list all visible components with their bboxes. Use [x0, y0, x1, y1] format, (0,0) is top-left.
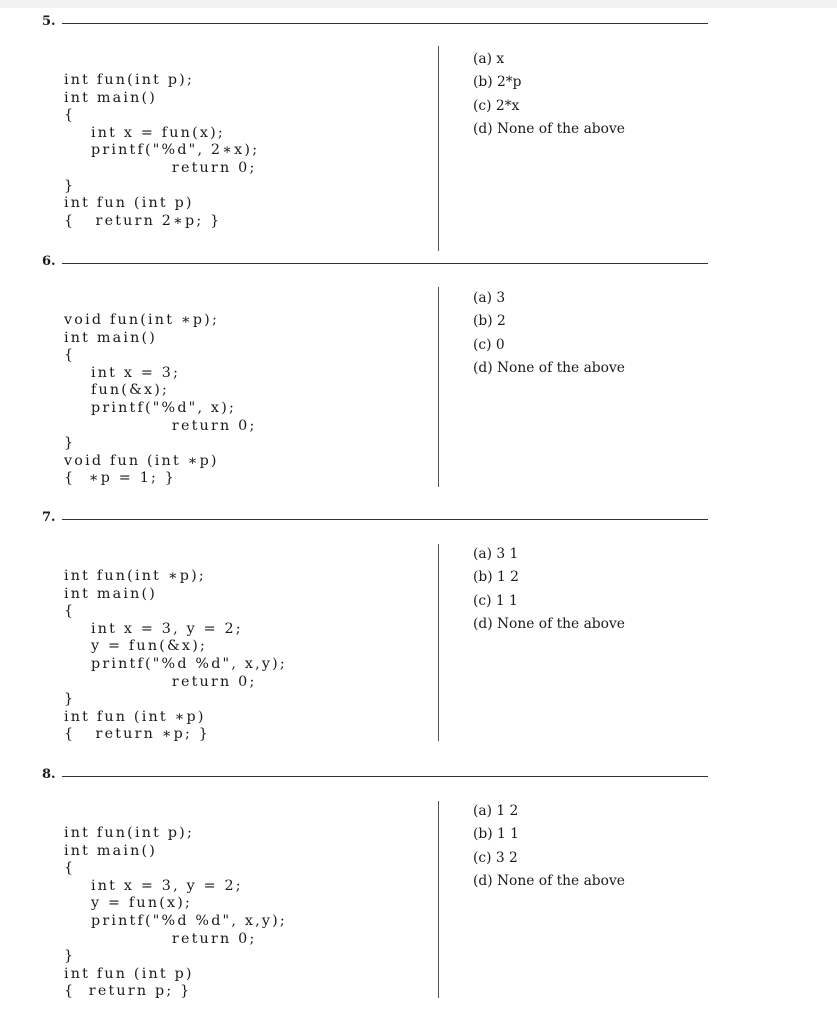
code-listing: int fun(int ∗p); int main() { int x = 3, y = 2; y = fun(&x); printf("%d %d", x,y); return 0; } int fun (int ∗p) { return ∗p; }: [64, 568, 287, 743]
code-listing: int fun(int p); int main() { int x = 3, y = 2; y = fun(x); printf("%d %d", x,y); return 0; } int fun (int p) { return p; }: [64, 825, 287, 1000]
question-rule: [62, 519, 708, 520]
page-top-edge: [0, 0, 837, 8]
column-divider: [438, 46, 439, 251]
question-rule: [62, 263, 708, 264]
option-d: (d) None of the above: [473, 872, 625, 889]
question-rule: [62, 776, 708, 777]
answer-options: [473, 802, 625, 895]
option-a: (a) 3: [473, 290, 506, 306]
question-number: 6.: [42, 254, 56, 269]
option-d: (d) None of the above: [473, 359, 625, 376]
answer-options: [473, 289, 625, 382]
option-c: (c) 3 2: [473, 849, 518, 866]
answer-options: [473, 50, 625, 143]
option-a: (a) 3 1: [473, 546, 519, 562]
code-listing: void fun(int ∗p); int main() { int x = 3; fun(&x); printf("%d", x); return 0; } void fun (int ∗p) { ∗p = 1; }: [64, 312, 257, 487]
option-c: (c) 0: [473, 336, 505, 353]
option-d: (d) None of the above: [473, 615, 625, 632]
answer-options: [473, 545, 625, 638]
option-a: (a) x: [473, 51, 505, 67]
question-number: 7.: [42, 510, 56, 525]
question-number: 5.: [42, 14, 56, 29]
option-d: (d) None of the above: [473, 120, 625, 137]
option-b: (b) 2*p: [473, 74, 522, 91]
question-rule: [62, 23, 708, 24]
column-divider: [438, 287, 439, 487]
option-b: (b) 1 1: [473, 826, 519, 843]
question-number: 8.: [42, 767, 56, 782]
code-listing: int fun(int p); int main() { int x = fun(x); printf("%d", 2∗x); return 0; } int fun (int p) { return 2∗p; }: [64, 72, 260, 229]
option-c: (c) 1 1: [473, 592, 518, 609]
option-c: (c) 2*x: [473, 97, 520, 114]
option-b: (b) 2: [473, 313, 506, 330]
column-divider: [438, 801, 439, 998]
column-divider: [438, 544, 439, 741]
option-b: (b) 1 2: [473, 569, 519, 586]
option-a: (a) 1 2: [473, 803, 519, 819]
